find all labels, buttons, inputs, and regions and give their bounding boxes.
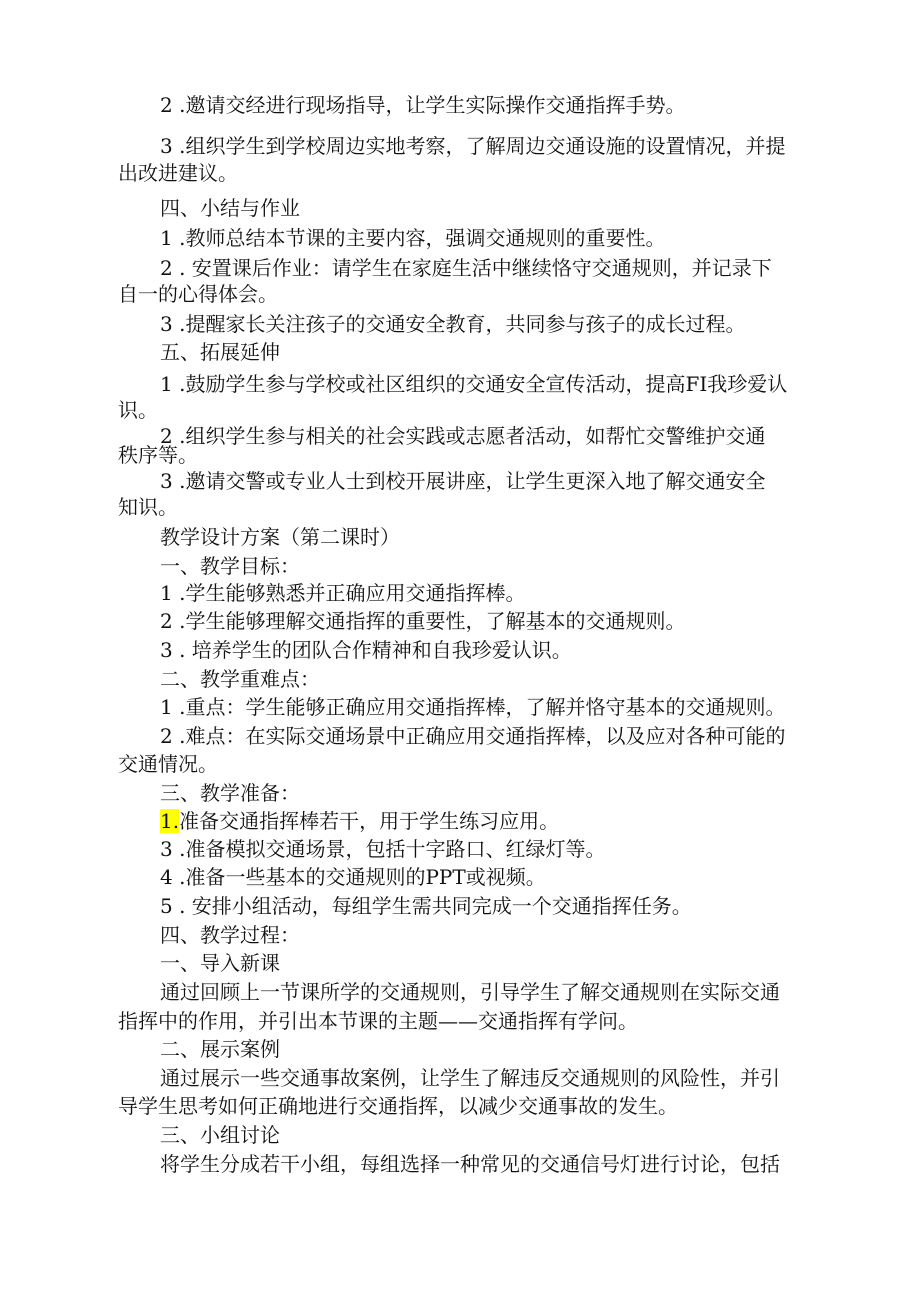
text-line: 知识。 [118,495,178,519]
section-heading: 四、小结与作业 [160,196,300,220]
text-line: 将学生分成若干小组，每组选择一种常见的交通信号灯进行讨论，包括 [160,1152,780,1176]
text-line: 4 .准备一些基本的交通规则的PPT或视频。 [160,865,546,889]
text-line: 自一的心得体会。 [118,282,278,306]
text-line-content: 准备交通指挥棒若干，用于学生练习应用。 [179,809,560,833]
text-line: 识。 [118,398,158,422]
text-line: 2 .难点：在实际交通场景中正确应用交通指挥棒，以及应对各种可能的 [160,724,786,748]
section-heading: 一、导入新课 [160,951,280,975]
text-line: 1 .鼓励学生参与学校或社区组织的交通安全宣传活动，提高FI我珍爱认 [160,372,788,396]
text-line-highlighted [160,808,880,834]
text-line: 2 . 安置课后作业：请学生在家庭生活中继续恪守交通规则，并记录下 [160,256,772,280]
section-heading: 一、教学目标： [160,554,300,578]
text-line: 2 .组织学生参与相关的社会实践或志愿者活动，如帮忙交警维护交通 [160,424,766,448]
text-line: 通过展示一些交通事故案例，让学生了解违反交通规则的风险性，并引 [160,1066,780,1090]
document-subtitle: 教学设计方案（第二课时） [160,525,400,549]
text-line: 秩序等。 [118,443,198,467]
text-line: 导学生思考如何正确地进行交通指挥，以减少交通事故的发生。 [118,1094,678,1118]
section-heading: 三、小组讨论 [160,1123,280,1147]
text-line: 1 .学生能够熟悉并正确应用交通指挥棒。 [160,581,526,605]
text-line: 3 . 培养学生的团队合作精神和自我珍爱认识。 [160,638,572,662]
text-line: 指挥中的作用，并引出本节课的主题——交通指挥有学问。 [118,1009,638,1033]
section-heading: 四、教学过程： [160,923,300,947]
text-line: 3 .邀请交警或专业人士到校开展讲座，让学生更深入地了解交通安全 [160,469,766,493]
section-heading: 三、教学准备： [160,781,300,805]
text-line: 2 .邀请交经进行现场指导，让学生实际操作交通指挥手势。 [160,93,686,117]
text-line: 5 . 安排小组活动，每组学生需共同完成一个交通指挥任务。 [160,894,692,918]
text-line: 1 .教师总结本节课的主要内容，强调交通规则的重要性。 [160,226,666,250]
section-heading: 二、教学重难点： [160,667,320,691]
text-line: 3 .组织学生到学校周边实地考察，了解周边交通设施的设置情况，并提 [160,134,786,158]
text-line: 出改进建议。 [118,161,238,185]
text-line: 2 .学生能够理解交通指挥的重要性，了解基本的交通规则。 [160,609,686,633]
section-heading: 二、展示案例 [160,1037,280,1061]
text-line: 通过回顾上一节课所学的交通规则，引导学生了解交通规则在实际交通 [160,980,780,1004]
text-line: 交通情况。 [118,752,218,776]
section-heading: 五、拓展延伸 [160,340,280,364]
highlighted-number: 1. [160,809,180,833]
text-line: 1 .重点：学生能够正确应用交通指挥棒，了解并恪守基本的交通规则。 [160,695,786,719]
text-line: 3 .提醒家长关注孩子的交通安全教育，共同参与孩子的成长过程。 [160,312,746,336]
text-line: 3 .准备模拟交通场景，包括十字路口、红绿灯等。 [160,837,606,861]
